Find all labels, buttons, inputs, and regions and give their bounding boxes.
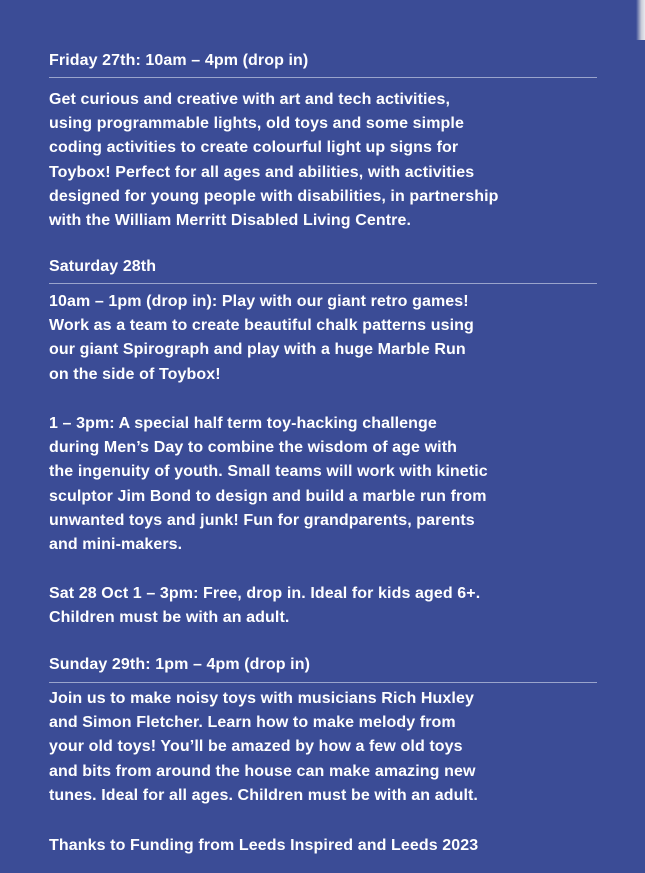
- saturday-heading: Saturday 28th: [49, 258, 157, 275]
- sunday-heading: Sunday 29th: 1pm – 4pm (drop in): [49, 656, 311, 673]
- sunday-divider: [49, 682, 597, 683]
- funding-thanks: Thanks to Funding from Leeds Inspired and Leeds 2023: [49, 837, 479, 854]
- saturday-afternoon-description: 1 – 3pm: A special half term toy-hacking challenge during Men’s Day to combine the wisdom of age with the ingenuity of youth. Small teams will work with kinetic sculptor Jim Bond to design and build a marble run from unwanted toys and junk! Fun for grandparents, parents and mini-makers.: [49, 415, 488, 554]
- friday-heading: Friday 27th: 10am – 4pm (drop in): [49, 52, 309, 69]
- page-edge-marker: [636, 0, 645, 40]
- sunday-description: Join us to make noisy toys with musicians Rich Huxley and Simon Fletcher. Learn how to make melody from your old toys! You’ll be amazed by how a few old toys and bits from around the house can make amazing new tunes. Ideal for all ages. Children must be with an adult.: [49, 690, 478, 804]
- friday-description: Get curious and creative with art and tech activities, using programmable lights, old toys and some simple coding activities to create colourful light up signs for Toybox! Perfect for all ages and abilities, with activities designed for young people with disabilities, in partnership with the William Merritt Disabled Living Centre.: [49, 91, 499, 230]
- saturday-details: Sat 28 Oct 1 – 3pm: Free, drop in. Ideal for kids aged 6+. Children must be with an adult.: [49, 585, 481, 627]
- saturday-morning-description: 10am – 1pm (drop in): Play with our giant retro games! Work as a team to create beautiful chalk patterns using our giant Spirograph and play with a huge Marble Run on the side of Toybox!: [49, 293, 474, 383]
- saturday-divider: [49, 283, 597, 284]
- friday-divider: [49, 77, 597, 78]
